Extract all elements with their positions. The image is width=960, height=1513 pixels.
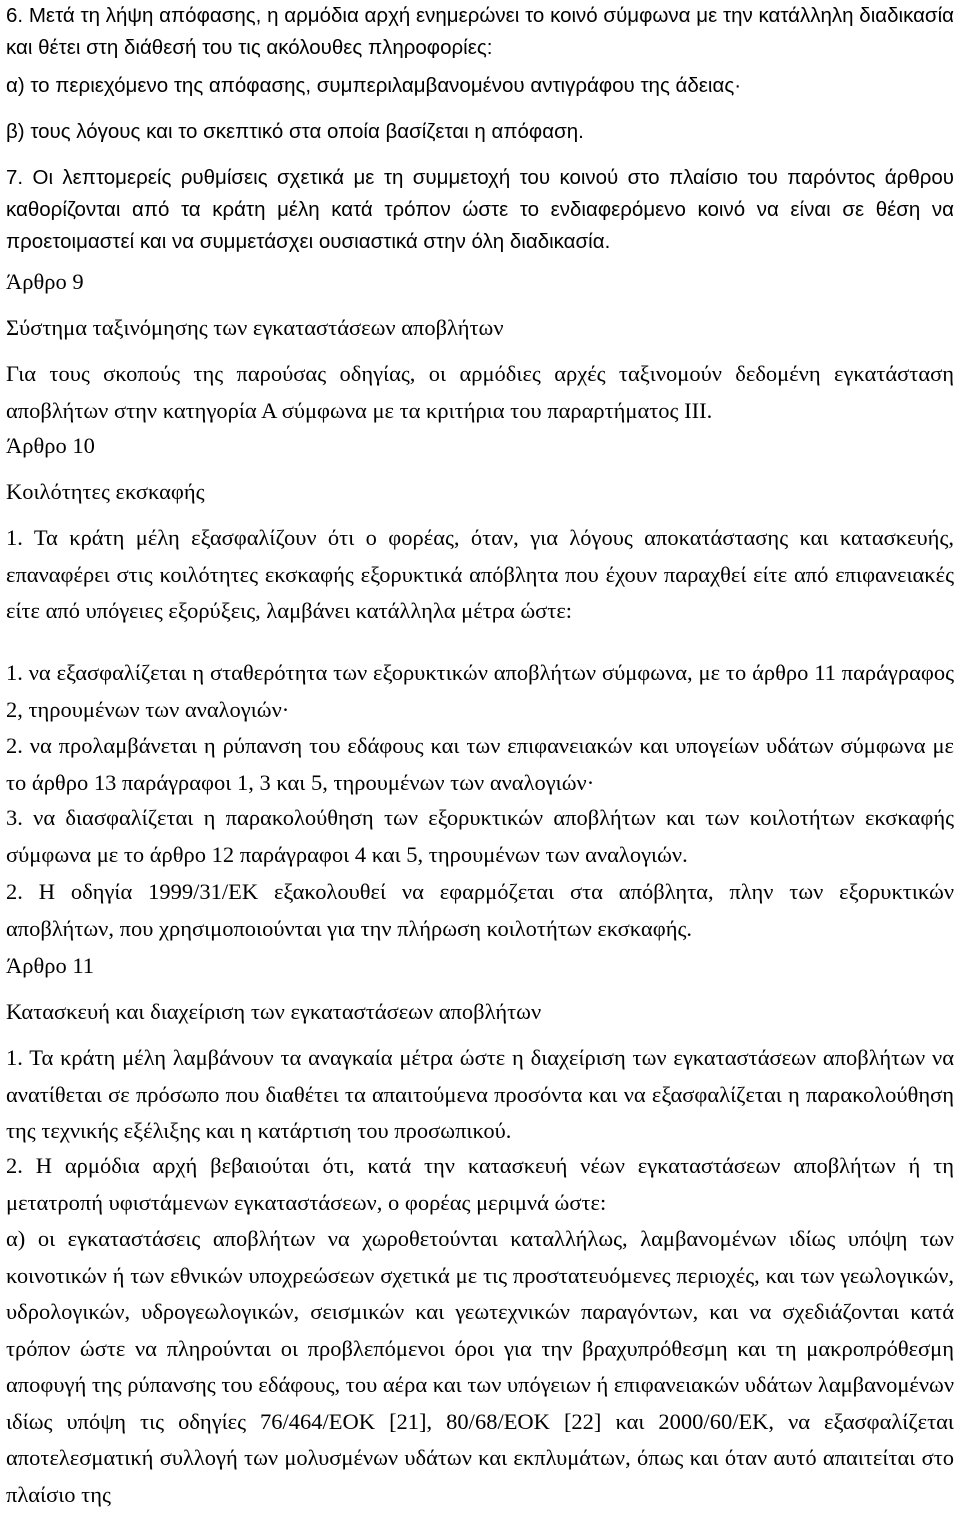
article-11-paragraph-1: 1. Τα κράτη μέλη λαμβάνουν τα αναγκαία μέτρα ώστε η διαχείριση των εγκαταστάσεων αποβλήτων να ανατίθεται σε πρόσωπο που διαθέτει τα απαιτούμενα προσόντα και να εξασφαλίζεται η παρακολούθηση της τεχνικής εξέλιξης και η κατάρτιση του προσωπικού. <box>6 1045 954 1143</box>
paragraph-6a: α) το περιεχόμενο της απόφασης, συμπεριλαμβανομένου αντιγράφου της άδειας· <box>6 74 742 97</box>
article-9-heading: Άρθρο 9 <box>6 269 84 294</box>
paragraph-6: 6. Μετά τη λήψη απόφασης, η αρμόδια αρχή ενημερώνει το κοινό σύμφωνα με την κατάλληλη διαδικασία και θέτει στη διάθεσή του τις ακόλουθες πληροφορίες: <box>6 4 954 59</box>
article-10-item-2: 2. να προλαμβάνεται η ρύπανση του εδάφους και των επιφανειακών και υπογείων υδάτων σύμφωνα με το άρθρο 13 παράγραφοι 1, 3 και 5, τηρουμένων των αναλογιών· <box>6 733 954 795</box>
article-11-paragraph-2: 2. Η αρμόδια αρχή βεβαιούται ότι, κατά την κατασκευή νέων εγκαταστάσεων αποβλήτων ή τη μετατροπή υφιστάμενων εγκαταστάσεων, ο φορέας μεριμνά ώστε: <box>6 1153 954 1215</box>
paragraph-7: 7. Οι λεπτομερείς ρυθμίσεις σχετικά με τη συμμετοχή του κοινού στο πλαίσιο του παρόντος άρθρου καθορίζονται από τα κράτη μέλη κατά τρόπον ώστε το ενδιαφερόμενο κοινό να είναι σε θέση να προετοιμαστεί και να συμμετάσχει ουσιαστικά στην όλη διαδικασία. <box>6 166 954 253</box>
article-11-title: Κατασκευή και διαχείριση των εγκαταστάσεων αποβλήτων <box>6 999 542 1024</box>
article-10-item-3: 3. να διασφαλίζεται η παρακολούθηση των εξορυκτικών αποβλήτων και των κοιλοτήτων εκσκαφής σύμφωνα με το άρθρο 12 παράγραφοι 4 και 5, τηρουμένων των αναλογιών. <box>6 805 954 867</box>
article-11-heading: Άρθρο 11 <box>6 953 95 978</box>
article-10-item-1: 1. να εξασφαλίζεται η σταθερότητα των εξορυκτικών αποβλήτων σύμφωνα, με το άρθρο 11 παράγραφος 2, τηρουμένων των αναλογιών· <box>6 660 954 722</box>
paragraph-6b: β) τους λόγους και το σκεπτικό στα οποία βασίζεται η απόφαση. <box>6 120 584 143</box>
article-9-paragraph: Για τους σκοπούς της παρούσας οδηγίας, οι αρμόδιες αρχές ταξινομούν δεδομένη εγκατάσταση αποβλήτων στην κατηγορία Α σύμφωνα με τα κριτήρια του παραρτήματος III. <box>6 361 954 423</box>
article-10-title: Κοιλότητες εκσκαφής <box>6 479 205 504</box>
article-10-heading: Άρθρο 10 <box>6 433 95 458</box>
article-10-paragraph-2: 2. Η οδηγία 1999/31/ΕΚ εξακολουθεί να εφαρμόζεται στα απόβλητα, πλην των εξορυκτικών αποβλήτων, που χρησιμοποιούνται για την πλήρωση κοιλοτήτων εκσκαφής. <box>6 879 954 941</box>
article-9-title: Σύστημα ταξινόμησης των εγκαταστάσεων αποβλήτων <box>6 315 504 340</box>
article-10-paragraph-1: 1. Τα κράτη μέλη εξασφαλίζουν ότι ο φορέας, όταν, για λόγους αποκατάστασης και κατασκευής, επαναφέρει στις κοιλότητες εκσκαφής εξορυκτικά απόβλητα που έχουν παραχθεί είτε από επιφανειακές είτε από υπόγειες εξορύξεις, λαμβάνει κατάλληλα μέτρα ώστε: <box>6 525 954 623</box>
article-11-paragraph-2a: α) οι εγκαταστάσεις αποβλήτων να χωροθετούνται καταλλήλως, λαμβανομένων ιδίως υπόψη των κοινοτικών ή των εθνικών υποχρεώσεων σχετικά με τις προστατευόμενες περιοχές, και των γεωλογικών, υδρολογικών, υδρογεωλογικών, σεισμικών και γεωτεχνικών παραγόντων, και να σχεδιάζονται κατά τρόπον ώστε να πληρούνται οι προβλεπόμενοι όροι για την βραχυπρόθεσμη και τη μακροπρόθεσμη αποφυγή της ρύπανσης του εδάφους, του αέρα και των υπόγειων ή επιφανειακών υδάτων λαμβανομένων ιδίως υπόψη τις οδηγίες 76/464/ΕΟΚ [21], 80/68/ΕΟΚ [22] και 2000/60/ΕΚ, να εξασφαλίζεται αποτελεσματική συλλογή των μολυσμένων υδάτων και εκπλυμάτων, όπως και όταν αυτό απαιτείται στο πλαίσιο της <box>6 1226 954 1507</box>
